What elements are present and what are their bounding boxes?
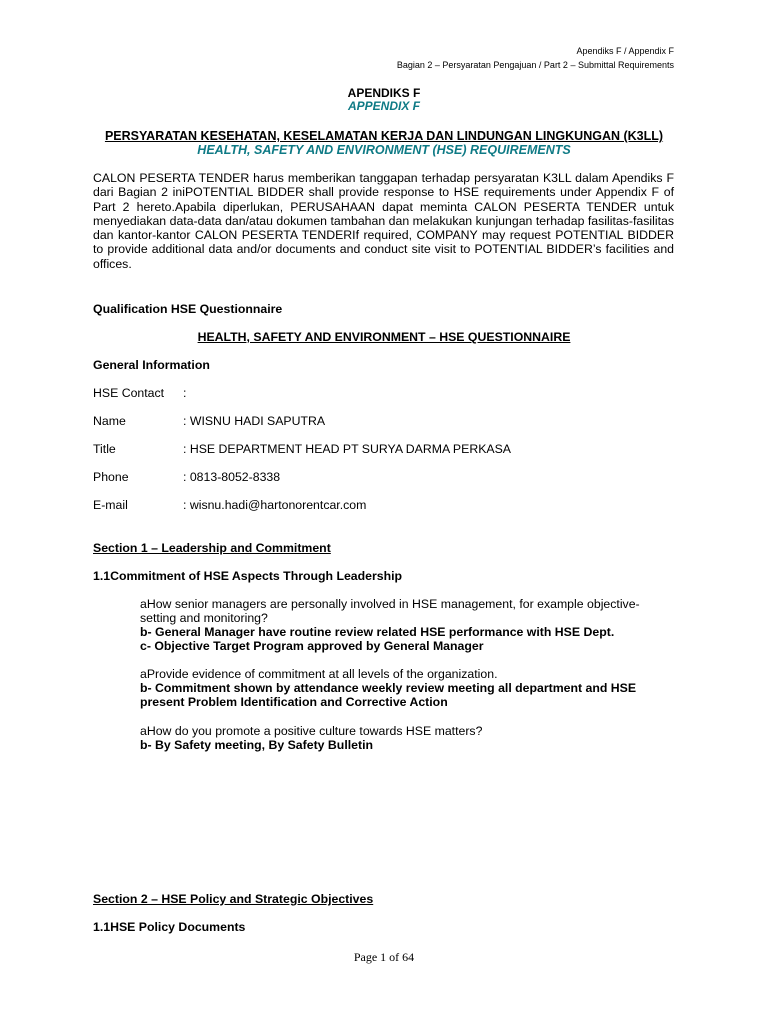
question-1-a: aHow senior managers are personally involved in HSE management, for example objective-setting and monitoring? bbox=[140, 597, 640, 625]
question-3-b: b- By Safety meeting, By Safety Bulletin bbox=[140, 738, 374, 752]
title-value: : HSE DEPARTMENT HEAD PT SURYA DARMA PERKASA bbox=[183, 442, 512, 456]
title-label: Title bbox=[93, 442, 116, 456]
question-3 bbox=[140, 724, 674, 752]
name-label: Name bbox=[93, 414, 126, 428]
hse-contact-value: : bbox=[183, 386, 187, 400]
appendix-title: APPENDIX F bbox=[347, 99, 420, 113]
question-1-b: b- General Manager have routine review related HSE performance with HSE Dept. bbox=[140, 625, 615, 639]
question-1 bbox=[140, 597, 674, 653]
header-line-1: Apendiks F / Appendix F bbox=[576, 46, 674, 56]
main-title-indonesian: PERSYARATAN KESEHATAN, KESELAMATAN KERJA DAN LINDUNGAN LINGKUNGAN (K3LL) bbox=[104, 129, 664, 143]
page-number: Page 1 of 64 bbox=[353, 950, 415, 964]
question-2 bbox=[140, 667, 674, 709]
main-title-english: HEALTH, SAFETY AND ENVIRONMENT (HSE) REQUIREMENTS bbox=[197, 143, 571, 157]
email-label: E-mail bbox=[93, 498, 128, 512]
apendiks-title: APENDIKS F bbox=[347, 86, 421, 100]
question-1-c: c- Objective Target Program approved by General Manager bbox=[140, 639, 484, 653]
section-2-1-heading: 1.1HSE Policy Documents bbox=[93, 920, 246, 934]
questionnaire-title: HEALTH, SAFETY AND ENVIRONMENT – HSE QUESTIONNAIRE bbox=[197, 330, 571, 344]
section-2-heading: Section 2 – HSE Policy and Strategic Objectives bbox=[93, 892, 374, 906]
header-line-2: Bagian 2 – Persyaratan Pengajuan / Part 2 – Submittal Requirements bbox=[396, 60, 674, 70]
qualification-heading: Qualification HSE Questionnaire bbox=[93, 302, 283, 316]
name-value: : WISNU HADI SAPUTRA bbox=[183, 414, 326, 428]
general-info-heading: General Information bbox=[93, 358, 210, 372]
hse-contact-label: HSE Contact bbox=[93, 386, 165, 400]
phone-label: Phone bbox=[93, 470, 129, 484]
email-value: : wisnu.hadi@hartonorentcar.com bbox=[183, 498, 367, 512]
question-2-a: aProvide evidence of commitment at all levels of the organization. bbox=[140, 667, 498, 681]
phone-value: : 0813-8052-8338 bbox=[183, 470, 281, 484]
question-3-a: aHow do you promote a positive culture towards HSE matters? bbox=[140, 724, 483, 738]
section-1-1-heading: 1.1Commitment of HSE Aspects Through Leadership bbox=[93, 569, 403, 583]
intro-paragraph: CALON PESERTA TENDER harus memberikan tanggapan terhadap persyaratan K3LL dalam Apendiks F dari Bagian 2 iniPOTENTIAL BIDDER shall provide response to HSE requirements under Appendix F of Part 2 hereto.Apabila diperlukan, PERUSAHAAN dapat meminta CALON PESERTA TENDER untuk menyediakan data-data dan/atau dokumen tambahan dan melakukan kunjungan terhadap fasilitas-fasilitas dan kantor-kantor CALON PESERTA TENDERIf required, COMPANY may request POTENTIAL BIDDER to provide additional data and/or documents and conduct site visit to POTENTIAL BIDDER’s facilities and offices. bbox=[93, 171, 674, 271]
question-2-b: b- Commitment shown by attendance weekly review meeting all department and HSE present Problem Identification and Corrective Action bbox=[140, 681, 637, 709]
section-1-heading: Section 1 – Leadership and Commitment bbox=[93, 541, 331, 555]
